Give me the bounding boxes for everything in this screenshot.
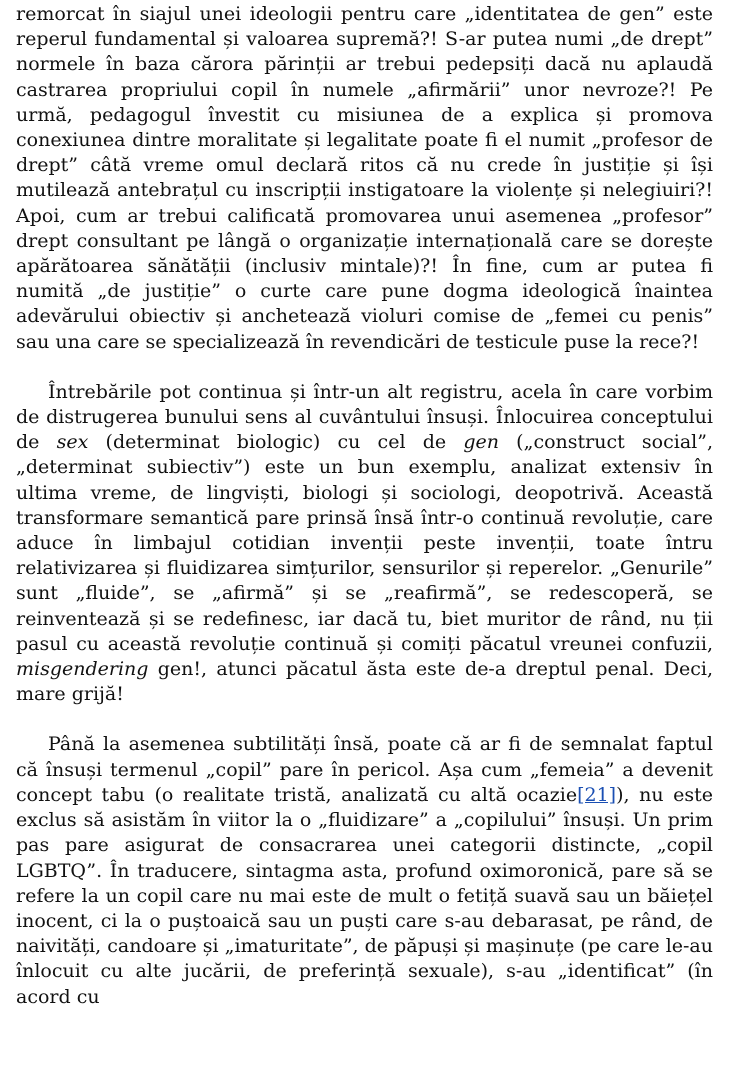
footnote-link[interactable]: [21] (577, 783, 617, 806)
paragraph-text: ), nu este exclus să asistăm în viitor la o „fluidizare” a „copilului” însuși. Un prim pas pare asigurat de consacrarea unei categorii distincte, „copil LGBTQ”. În traducere, sintagma asta, profund oximoronică, pare să se refere la un copil care nu mai este de mult o fetiță suavă sau un băiețel inocent, ci la o puștoaică sau un puști care s-au debarasat, pe rând, de naivități, candoare și „imaturitate”, de păpuși și mașinuțe (pe care le-au înlocuit cu alte jucării, de preferință sexuale), s-au „identificat” (în acord cu (16, 783, 713, 1008)
italic-term-misgendering: misgendering (16, 658, 149, 681)
paragraph-text: („construct social”, „determinat subiectiv”) este un bun exemplu, analizat extensiv în ultima vreme, de lingviști, biologi și sociologi, deopotrivă. Această transformare semantică pare prinsă însă într-o continuă revoluție, care aduce în limbajul cotidian invenții peste invenții, toate întru relativizarea și fluidizarea simțurilor, sensurilor și reperelor. „Genurile” sunt „fluide”, se „afirmă” și se „reafirmă”, se redescoperă, se reinventează și se redefinesc, iar dacă tu, biet muritor de rând, nu ții pasul cu această revoluție continuă și comiți păcatul vreunei confuzii, (16, 431, 713, 655)
paragraph-child-concept (16, 732, 713, 1009)
paragraph-text: (determinat biologic) cu cel de (88, 431, 464, 454)
paragraph-gender-semantics (16, 380, 713, 708)
paragraph-text: Întrebările pot continua și într-un alt registru, acela în care vorbim de distrugerea bunului sens al cuvântului însuși. Înlocuirea conceptului de (16, 380, 713, 454)
italic-term-gen: gen (463, 431, 499, 454)
paragraph-continuation (16, 2, 713, 355)
paragraph-text: Până la asemenea subtilități însă, poate că ar fi de semnalat faptul că însuși termenul „copil” pare în pericol. Așa cum „femeia” a devenit concept tabu (o realitate tristă, analizată cu altă ocazie (16, 733, 713, 806)
paragraph-text: gen!, atunci păcatul ăsta este de-a dreptul penal. Deci, mare grijă! (16, 658, 713, 706)
italic-term-sex: sex (56, 431, 89, 454)
paragraph-text: remorcat în siajul unei ideologii pentru care „identitatea de gen” este reperul fundamental și valoarea supremă?! S-ar putea numi „de drept” normele în baza cărora părinții ar trebui pedepsiți dacă nu aplaudă castrarea propriului copil în numele „afirmării” unor nevroze?! Pe urmă, pedagogul învestit cu misiunea de a explica și promova conexiunea dintre moralitate și legalitate poate fi el numit „profesor de drept” câtă vreme omul declară ritos că nu crede în justiție și își mutilează antebrațul cu inscripții instigatoare la violențe și nelegiuiri?! Apoi, cum ar trebui calificată promovarea unui asemenea „profesor” drept consultant pe lângă o organizație internațională care se dorește apărătoarea sănătății (inclusiv mintale)?! În fine, cum ar putea fi numită „de justiție” o curte care pune dogma ideologică înaintea adevărului obiectiv și anchetează violuri comise de „femei cu penis” sau una care se specializează în revendicări de testicule puse la rece?! (16, 3, 713, 353)
